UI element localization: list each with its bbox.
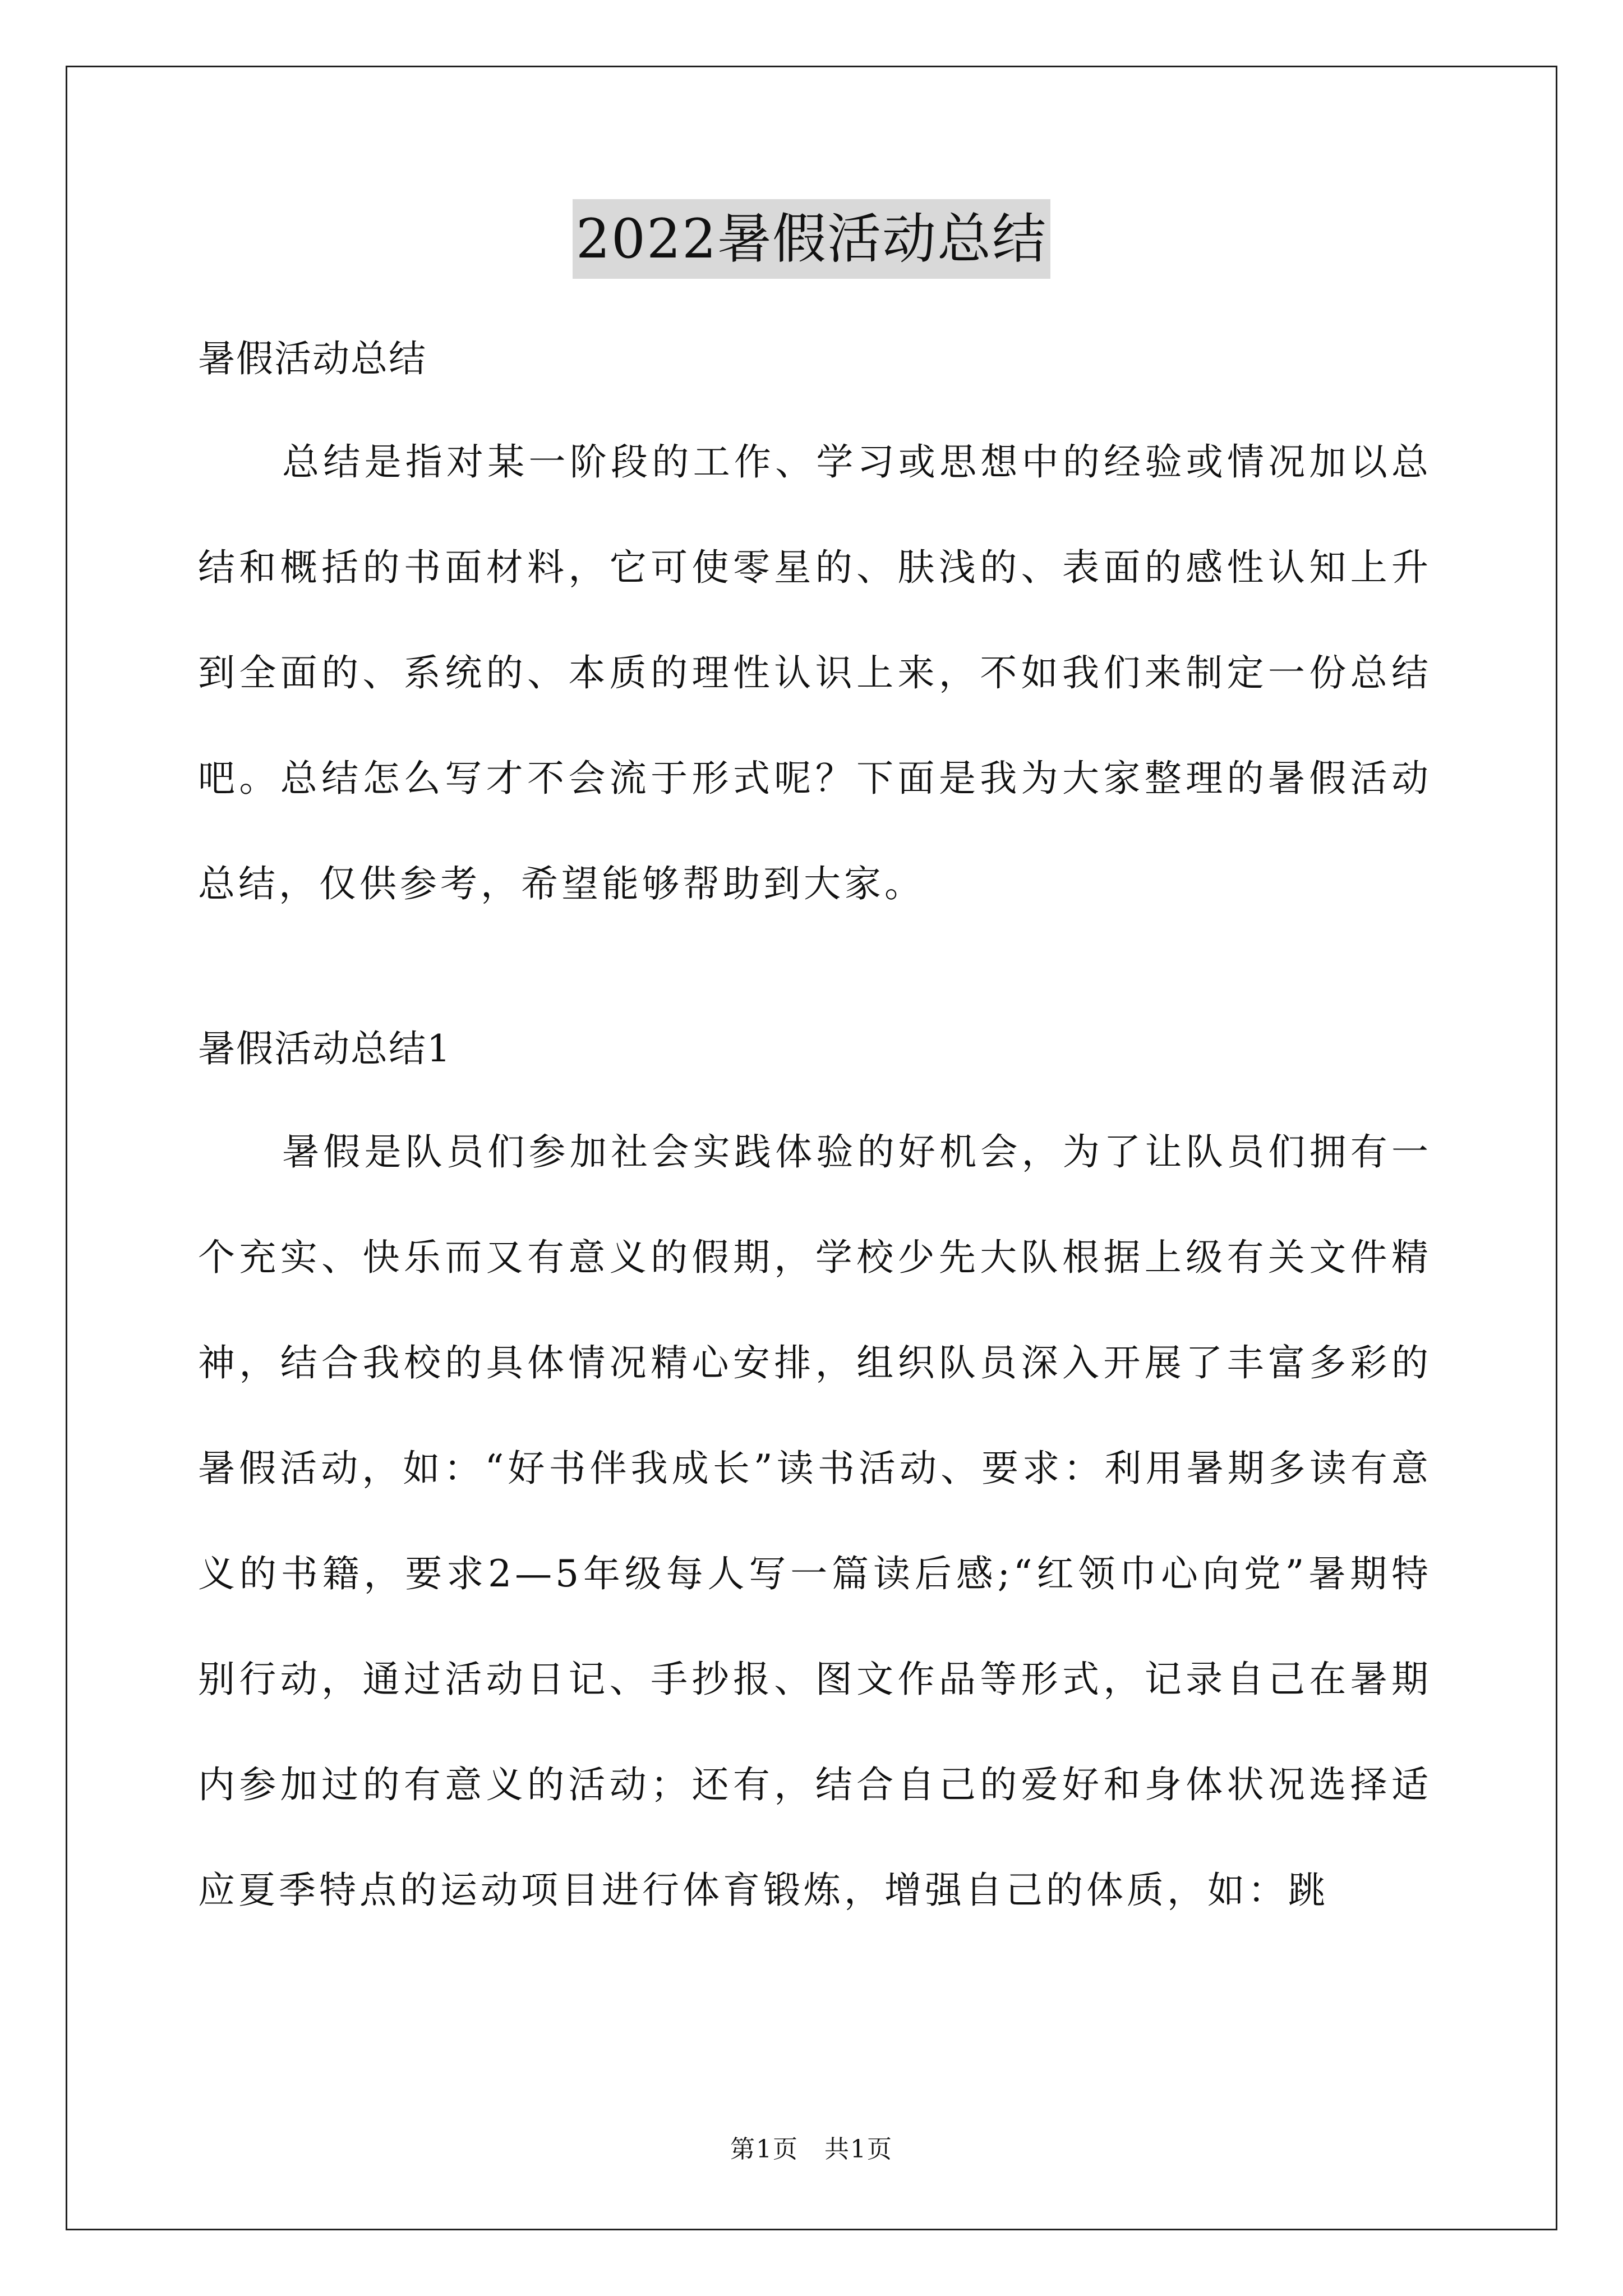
title-wrap	[0, 199, 1623, 279]
section-paragraph: 总结是指对某一阶段的工作、学习或思想中的经验或情况加以总结和概括的书面材料，它可使零星的、肤浅的、表面的感性认知上升到全面的、系统的、本质的理性认识上来，不如我们来制定一份总结吧。总结怎么写才不会流于形式呢？下面是我为大家整理的暑假活动总结，仅供参考，希望能够帮助到大家。	[198, 440, 1432, 905]
page-number: 第1页	[730, 2135, 799, 2164]
page-total: 共1页	[824, 2135, 893, 2164]
document-body	[198, 320, 1432, 1943]
document-title: 2022暑假活动总结	[573, 199, 1050, 279]
page-footer	[0, 2129, 1623, 2165]
section-heading: 暑假活动总结1	[198, 1027, 451, 1070]
section-paragraph: 暑假是队员们参加社会实践体验的好机会，为了让队员们拥有一个充实、快乐而又有意义的假期，学校少先大队根据上级有关文件精神，结合我校的具体情况精心安排，组织队员深入开展了丰富多彩的暑假活动，如：“好书伴我成长”读书活动、要求：利用暑期多读有意义的书籍，要求2—5年级每人写一篇读后感;“红领巾心向党”暑期特别行动，通过活动日记、手抄报、图文作品等形式，记录自己在暑期内参加过的有意义的活动；还有，结合自己的爱好和身体状况选择适应夏季特点的运动项目进行体育锻炼，增强自己的体质，如：跳	[198, 1130, 1432, 1912]
section-heading: 暑假活动总结	[198, 337, 427, 380]
